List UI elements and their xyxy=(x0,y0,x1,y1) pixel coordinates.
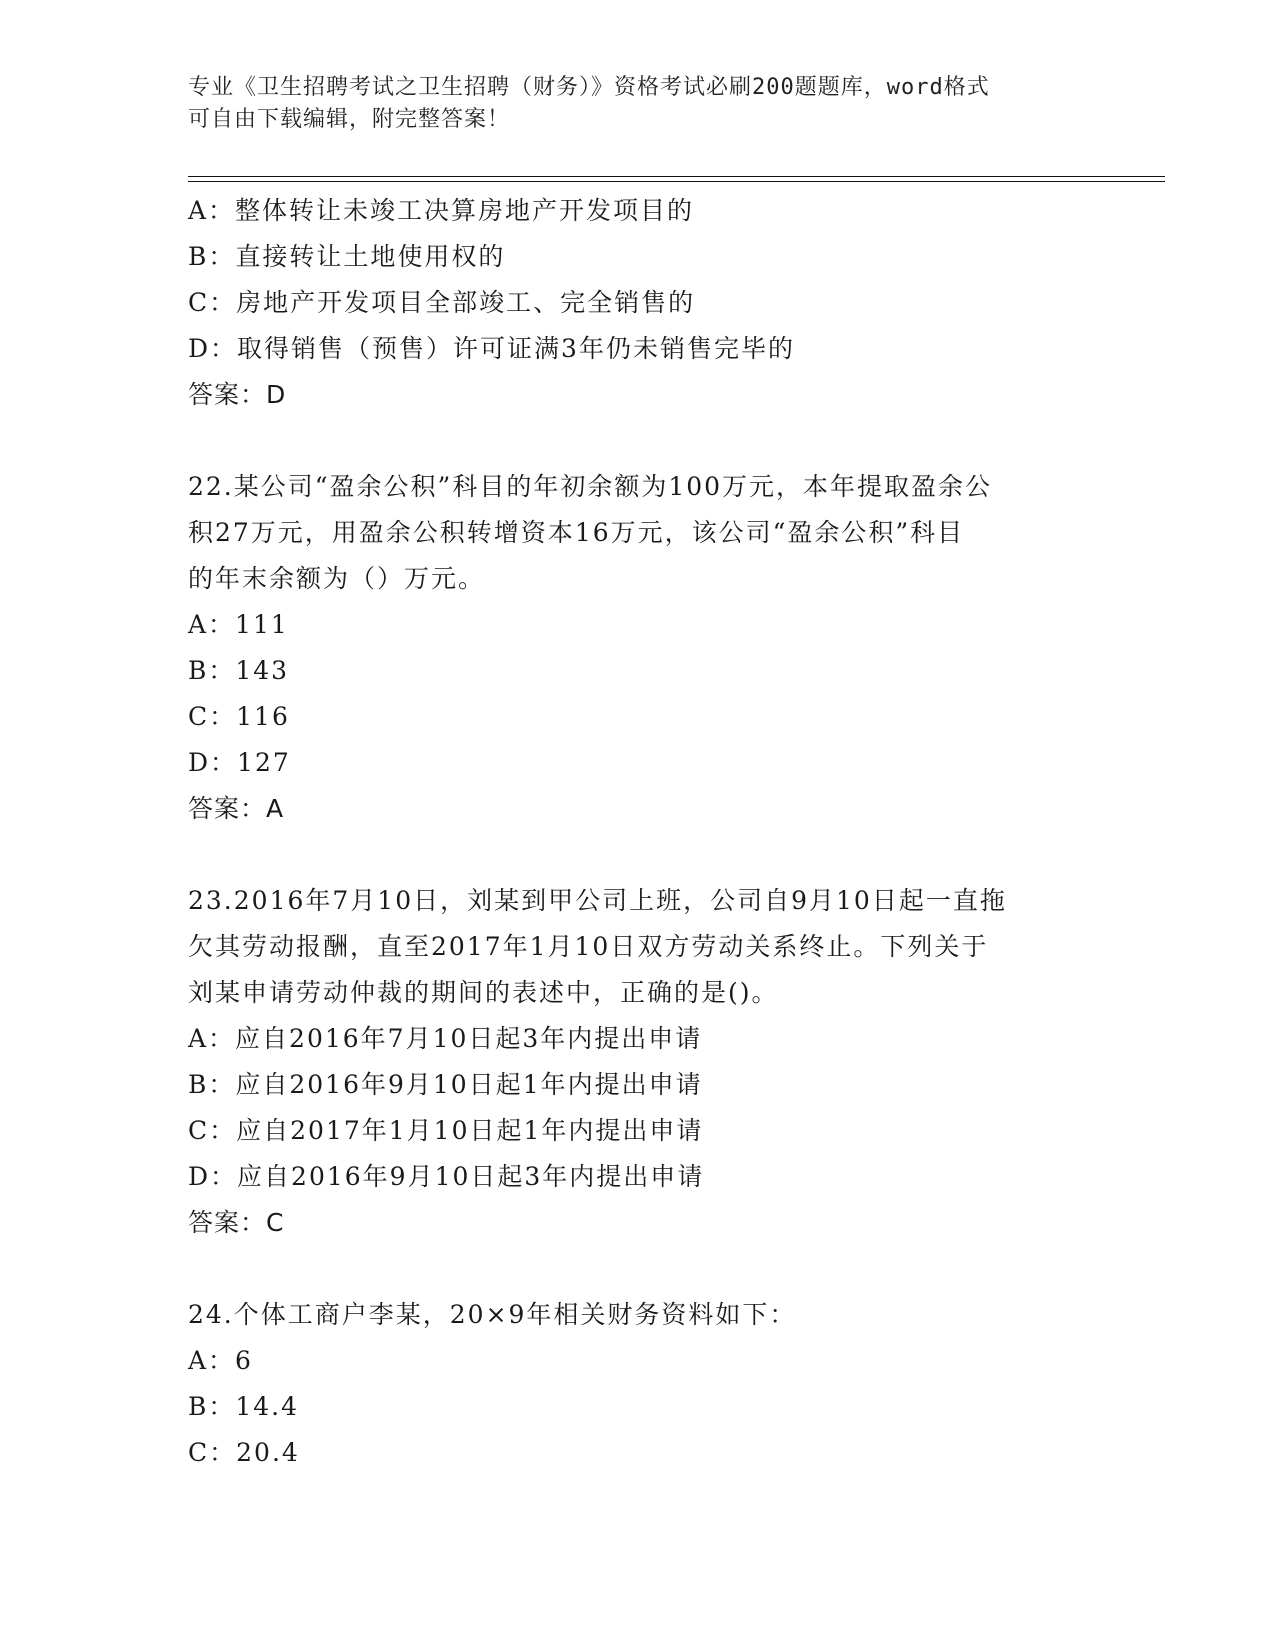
option-b: B：直接转让土地使用权的 xyxy=(188,242,506,271)
question-stem-line: 23.2016年7月10日，刘某到甲公司上班，公司自9月10日起一直拖 xyxy=(188,886,1007,915)
option-d: D：应自2016年9月10日起3年内提出申请 xyxy=(188,1162,705,1191)
answer-line: 答案：A xyxy=(188,794,285,823)
option-c: C：116 xyxy=(188,702,290,731)
option-a: A：应自2016年7月10日起3年内提出申请 xyxy=(188,1024,703,1053)
question-stem-line: 22.某公司“盈余公积”科目的年初余额为100万元，本年提取盈余公 xyxy=(188,472,993,501)
header-divider-top xyxy=(188,176,1165,177)
option-d: D：取得销售（预售）许可证满3年仍未销售完毕的 xyxy=(188,334,795,363)
header-divider-bottom xyxy=(188,181,1165,182)
answer-line: 答案：D xyxy=(188,380,287,409)
spacer xyxy=(188,1246,1088,1292)
document-header xyxy=(188,72,1088,136)
question-stem-line: 刘某申请劳动仲裁的期间的表述中，正确的是()。 xyxy=(188,978,779,1007)
question-stem-line: 积27万元，用盈余公积转增资本16万元，该公司“盈余公积”科目 xyxy=(188,518,965,547)
spacer xyxy=(188,418,1088,464)
question-stem-line: 24.个体工商户李某，20×9年相关财务资料如下： xyxy=(188,1300,797,1329)
option-a: A：整体转让未竣工决算房地产开发项目的 xyxy=(188,196,695,225)
question-list xyxy=(188,188,1088,1476)
option-a: A：111 xyxy=(188,610,289,639)
question-22 xyxy=(188,464,1088,832)
question-21 xyxy=(188,188,1088,418)
answer-line: 答案：C xyxy=(188,1208,285,1237)
option-c: C：应自2017年1月10日起1年内提出申请 xyxy=(188,1116,704,1145)
header-line-2: 可自由下载编辑，附完整答案！ xyxy=(188,107,511,132)
option-c: C：房地产开发项目全部竣工、完全销售的 xyxy=(188,288,696,317)
header-line-1: 专业《卫生招聘考试之卫生招聘（财务）》资格考试必刷200题题库，word格式 xyxy=(188,75,990,100)
option-a: A：6 xyxy=(188,1346,253,1375)
question-23 xyxy=(188,878,1088,1246)
question-24 xyxy=(188,1292,1088,1476)
option-b: B：143 xyxy=(188,656,290,685)
question-stem-line: 的年末余额为（）万元。 xyxy=(188,564,486,593)
spacer xyxy=(188,832,1088,878)
option-d: D：127 xyxy=(188,748,291,777)
option-c: C：20.4 xyxy=(188,1438,300,1467)
question-stem-line: 欠其劳动报酬，直至2017年1月10日双方劳动关系终止。下列关于 xyxy=(188,932,989,961)
option-b: B：应自2016年9月10日起1年内提出申请 xyxy=(188,1070,703,1099)
option-b: B：14.4 xyxy=(188,1392,300,1421)
